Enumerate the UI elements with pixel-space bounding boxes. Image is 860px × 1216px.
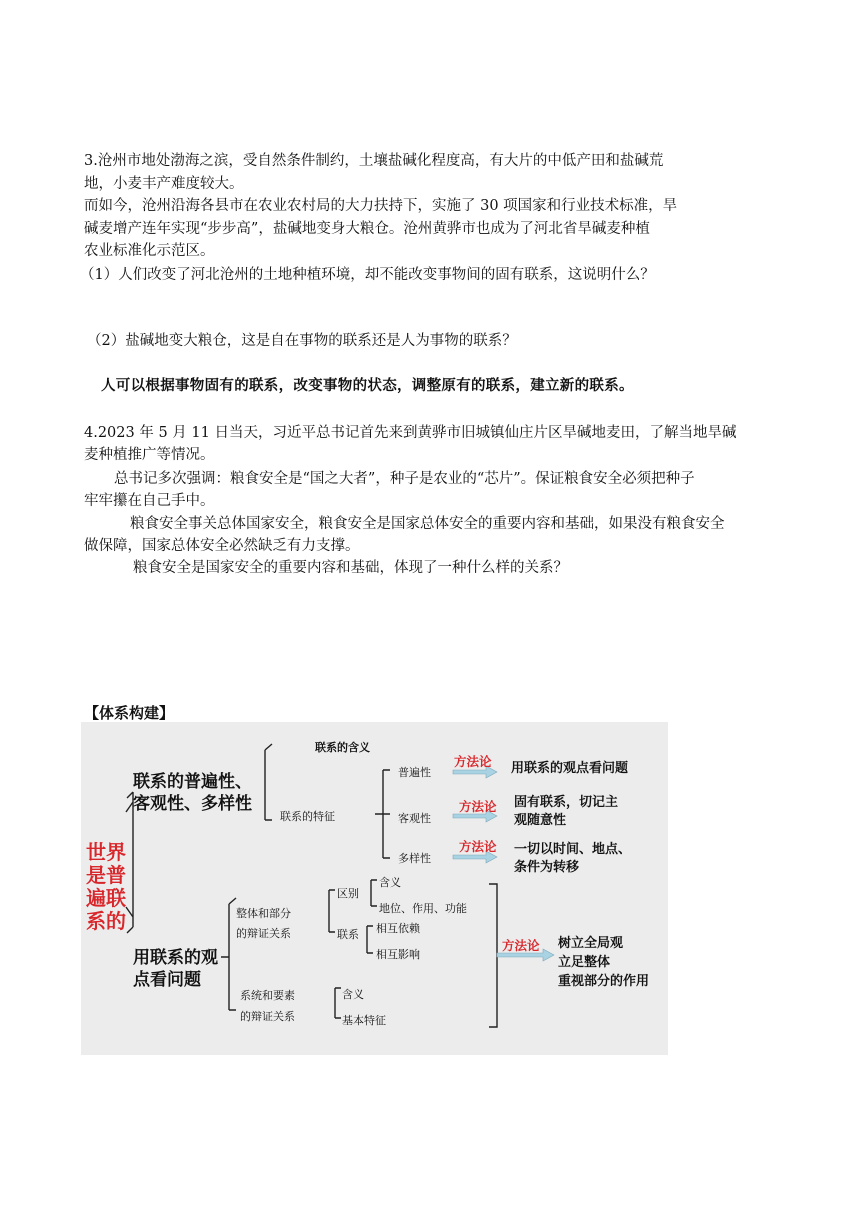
- q3-sub-question-1: （1）人们改变了河北沧州的土地种植环境，却不能改变事物间的固有联系，这说明什么？: [80, 267, 655, 283]
- feature-objective: 客观性: [398, 812, 431, 825]
- q4-line: 麦种植推广等情况。: [84, 447, 215, 463]
- q4-question: 粮食安全是国家安全的重要内容和基础，体现了一种什么样的关系？: [133, 560, 568, 576]
- wp-influence: 相互影响: [376, 948, 420, 961]
- result-whole: 重视部分的作用: [558, 974, 650, 989]
- q3-paragraph-line: 碱麦增产连年实现“步步高”，盐碱地变身大粮仓。沧州黄骅市也成为了河北省旱碱麦种植: [84, 221, 650, 237]
- branch-2-title: 点看问题: [133, 970, 201, 990]
- q3-sub-question-2: （2）盐碱地变大粮仓，这是自在事物的联系还是人为事物的联系？: [87, 333, 517, 349]
- concept-map: [81, 722, 668, 1055]
- root-label-line: 遍联: [86, 886, 126, 910]
- whole-part-title: 整体和部分: [236, 907, 291, 920]
- q3-paragraph-line: 农业标准化示范区。: [84, 243, 215, 259]
- q4-line: 牢牢攥在自己手中。: [84, 493, 215, 509]
- branch-1-title: 联系的普遍性、: [133, 772, 252, 792]
- method-label: 方法论: [459, 799, 497, 814]
- method-label: 方法论: [502, 938, 540, 953]
- q4-line: 4.2023 年 5 月 11 日当天，习近平总书记首先来到黄骅市旧城镇仙庄片区旱碱地麦田，了解当地旱碱: [84, 425, 737, 441]
- system-element-title: 系统和要素: [240, 989, 295, 1002]
- q3-paragraph-line: 地，小麦丰产难度较大。: [84, 176, 244, 192]
- whole-part-title: 的辩证关系: [236, 927, 291, 940]
- system-element-title: 的辩证关系: [240, 1010, 295, 1023]
- wp-meaning: 含义: [379, 876, 401, 889]
- method-label: 方法论: [454, 754, 492, 769]
- branch-1-title: 客观性、多样性: [133, 794, 252, 814]
- q4-line: 做保障，国家总体安全必然缺乏有力支撑。: [84, 538, 360, 554]
- root-label-line: 系的: [86, 909, 126, 933]
- branch-2-title: 用联系的观: [133, 948, 218, 968]
- result-objective: 观随意性: [514, 813, 567, 828]
- se-meaning: 含义: [342, 988, 364, 1001]
- label-connection: 联系: [337, 928, 359, 941]
- method-label: 方法论: [459, 839, 497, 854]
- link-meaning: 联系的含义: [315, 741, 370, 754]
- label-difference: 区别: [337, 887, 359, 900]
- result-whole: 树立全局观: [558, 936, 624, 951]
- feature-diverse: 多样性: [398, 852, 431, 865]
- result-objective: 固有联系，切记主: [514, 795, 619, 810]
- se-features: 基本特征: [342, 1014, 386, 1027]
- feature-universal: 普遍性: [398, 766, 431, 779]
- q3-answer: 人可以根据事物固有的联系，改变事物的状态，调整原有的联系，建立新的联系。: [101, 377, 634, 394]
- q3-paragraph-line: 3.沧州市地处渤海之滨，受自然条件制约，土壤盐碱化程度高，有大片的中低产田和盐碱荒: [84, 153, 664, 169]
- result-diverse: 一切以时间、地点、: [514, 842, 632, 857]
- q3-paragraph-line: 而如今，沧州沿海各县市在农业农村局的大力扶持下，实施了 30 项国家和行业技术标准，旱: [84, 198, 678, 214]
- result-diverse: 条件为转移: [514, 860, 580, 875]
- root-label-line: 世界: [86, 840, 126, 864]
- section-title: 【体系构建】: [84, 704, 175, 722]
- q4-line: 总书记多次强调：粮食安全是“国之大者”，种子是农业的“芯片”。保证粮食安全必须把种子: [114, 471, 695, 487]
- root-label-line: 是普: [86, 863, 126, 887]
- wp-role: 地位、作用、功能: [379, 902, 467, 915]
- result-whole: 立足整体: [558, 955, 611, 970]
- q4-line: 粮食安全事关总体国家安全，粮食安全是国家总体安全的重要内容和基础，如果没有粮食安全: [130, 516, 725, 532]
- result-universal: 用联系的观点看问题: [511, 761, 629, 776]
- link-features: 联系的特征: [280, 810, 335, 823]
- wp-dependence: 相互依赖: [376, 922, 420, 935]
